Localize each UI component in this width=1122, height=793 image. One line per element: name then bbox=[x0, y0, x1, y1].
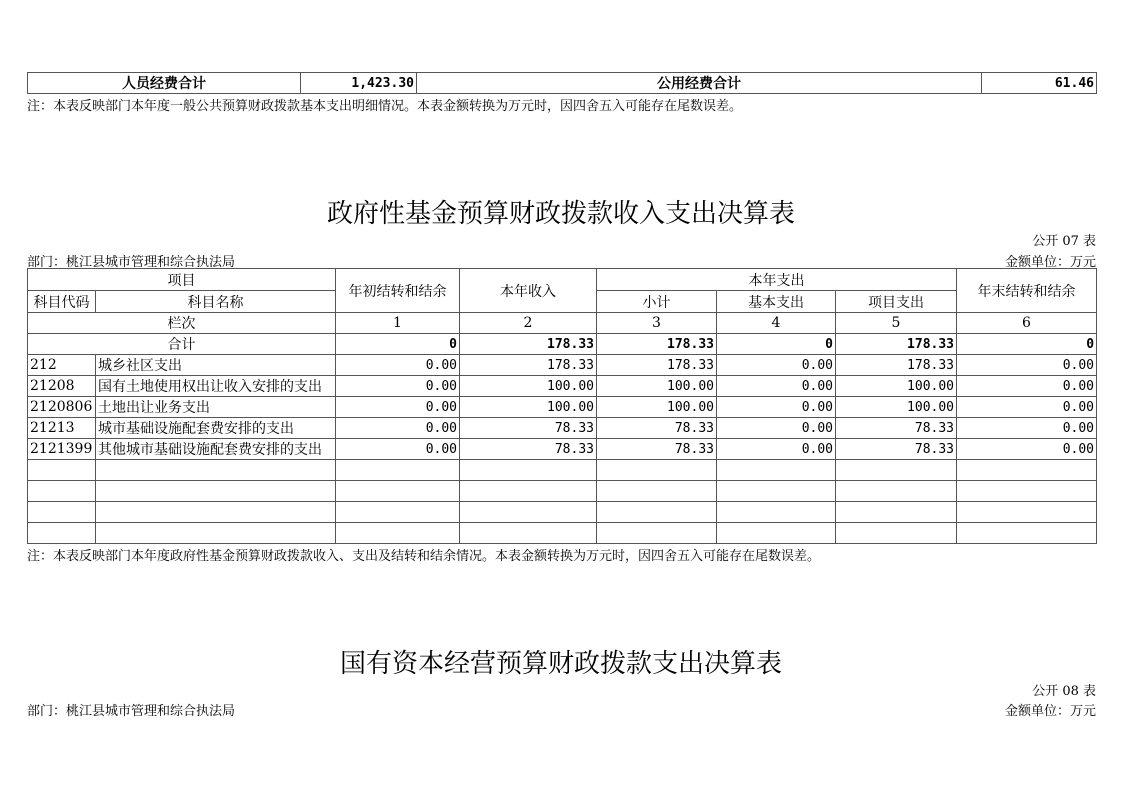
column-number: 3 bbox=[597, 313, 717, 334]
header-begin-balance: 年初结转和结余 bbox=[336, 269, 460, 313]
header-subtotal: 小计 bbox=[597, 291, 717, 313]
subject-code: 2121399 bbox=[28, 439, 96, 460]
total-end: 0 bbox=[957, 334, 1097, 355]
header-basic-expense: 基本支出 bbox=[717, 291, 836, 313]
income-value: 100.00 bbox=[460, 397, 597, 418]
empty-row bbox=[28, 523, 1097, 544]
header-row-1 bbox=[28, 269, 1097, 291]
income-value: 178.33 bbox=[460, 355, 597, 376]
table08-department: 部门：桃江县城市管理和综合执法局 bbox=[27, 704, 236, 719]
table-row bbox=[28, 376, 1097, 397]
column-number-label: 栏次 bbox=[28, 313, 336, 334]
empty-row bbox=[28, 460, 1097, 481]
government-fund-table bbox=[27, 268, 1097, 544]
header-end-balance: 年末结转和结余 bbox=[957, 269, 1097, 313]
end-value: 0.00 bbox=[957, 376, 1097, 397]
table-row bbox=[28, 397, 1097, 418]
basic-value: 0.00 bbox=[717, 439, 836, 460]
column-number-row bbox=[28, 313, 1097, 334]
subject-code: 2120806 bbox=[28, 397, 96, 418]
basic-value: 0.00 bbox=[717, 418, 836, 439]
subject-name: 其他城市基础设施配套费安排的支出 bbox=[96, 439, 336, 460]
table-row bbox=[28, 355, 1097, 376]
table07-note: 注：本表反映部门本年度政府性基金预算财政拨款收入、支出及结转和结余情况。本表金额转换为万元时，因四舍五入可能存在尾数误差。 bbox=[27, 549, 821, 564]
header-subject-name: 科目名称 bbox=[96, 291, 336, 313]
begin-value: 0.00 bbox=[336, 418, 460, 439]
table-row bbox=[28, 439, 1097, 460]
table07-code: 公开 07 表 bbox=[1032, 234, 1096, 249]
column-number: 1 bbox=[336, 313, 460, 334]
header-subject-code: 科目代码 bbox=[28, 291, 96, 313]
begin-value: 0.00 bbox=[336, 439, 460, 460]
header-expense: 本年支出 bbox=[597, 269, 957, 291]
subtotal-value: 100.00 bbox=[597, 376, 717, 397]
subtotal-value: 100.00 bbox=[597, 397, 717, 418]
project-value: 78.33 bbox=[836, 439, 957, 460]
basic-value: 0.00 bbox=[717, 397, 836, 418]
basic-value: 0.00 bbox=[717, 355, 836, 376]
total-basic: 0 bbox=[717, 334, 836, 355]
subject-code: 21208 bbox=[28, 376, 96, 397]
begin-value: 0.00 bbox=[336, 376, 460, 397]
subject-code: 21213 bbox=[28, 418, 96, 439]
end-value: 0.00 bbox=[957, 418, 1097, 439]
total-project: 178.33 bbox=[836, 334, 957, 355]
end-value: 0.00 bbox=[957, 439, 1097, 460]
subject-name: 国有土地使用权出让收入安排的支出 bbox=[96, 376, 336, 397]
header-income: 本年收入 bbox=[460, 269, 597, 313]
subject-name: 城市基础设施配套费安排的支出 bbox=[96, 418, 336, 439]
subtotal-value: 78.33 bbox=[597, 439, 717, 460]
summary-note: 注：本表反映部门本年度一般公共预算财政拨款基本支出明细情况。本表金额转换为万元时，因四舍五入可能存在尾数误差。 bbox=[27, 99, 743, 114]
table08-unit: 金额单位：万元 bbox=[1004, 704, 1096, 719]
total-row bbox=[28, 334, 1097, 355]
public-total-label: 公用经费合计 bbox=[417, 73, 982, 94]
table07-title: 政府性基金预算财政拨款收入支出决算表 bbox=[326, 199, 795, 229]
project-value: 100.00 bbox=[836, 397, 957, 418]
project-value: 78.33 bbox=[836, 418, 957, 439]
begin-value: 0.00 bbox=[336, 397, 460, 418]
subject-code: 212 bbox=[28, 355, 96, 376]
income-value: 78.33 bbox=[460, 439, 597, 460]
project-value: 178.33 bbox=[836, 355, 957, 376]
column-number: 4 bbox=[717, 313, 836, 334]
table08-title: 国有资本经营预算财政拨款支出决算表 bbox=[339, 649, 782, 679]
table07-unit: 金额单位：万元 bbox=[1004, 255, 1096, 270]
begin-value: 0.00 bbox=[336, 355, 460, 376]
header-project-expense: 项目支出 bbox=[836, 291, 957, 313]
personnel-total-label: 人员经费合计 bbox=[28, 73, 301, 94]
income-value: 78.33 bbox=[460, 418, 597, 439]
empty-row bbox=[28, 481, 1097, 502]
column-number: 2 bbox=[460, 313, 597, 334]
total-subtotal: 178.33 bbox=[597, 334, 717, 355]
table08-code: 公开 08 表 bbox=[1032, 684, 1096, 699]
end-value: 0.00 bbox=[957, 397, 1097, 418]
column-number: 6 bbox=[957, 313, 1097, 334]
income-value: 100.00 bbox=[460, 376, 597, 397]
total-label: 合计 bbox=[28, 334, 336, 355]
column-number: 5 bbox=[836, 313, 957, 334]
table07-department: 部门：桃江县城市管理和综合执法局 bbox=[27, 255, 236, 270]
public-total-value: 61.46 bbox=[982, 73, 1097, 94]
subject-name: 城乡社区支出 bbox=[96, 355, 336, 376]
subtotal-value: 178.33 bbox=[597, 355, 717, 376]
subtotal-value: 78.33 bbox=[597, 418, 717, 439]
personnel-total-value: 1,423.30 bbox=[301, 73, 417, 94]
header-item: 项目 bbox=[28, 269, 336, 291]
personnel-public-summary-table bbox=[27, 72, 1097, 94]
total-begin: 0 bbox=[336, 334, 460, 355]
project-value: 100.00 bbox=[836, 376, 957, 397]
summary-row bbox=[28, 73, 1097, 94]
table-row bbox=[28, 418, 1097, 439]
end-value: 0.00 bbox=[957, 355, 1097, 376]
basic-value: 0.00 bbox=[717, 376, 836, 397]
total-income: 178.33 bbox=[460, 334, 597, 355]
subject-name: 土地出让业务支出 bbox=[96, 397, 336, 418]
empty-row bbox=[28, 502, 1097, 523]
